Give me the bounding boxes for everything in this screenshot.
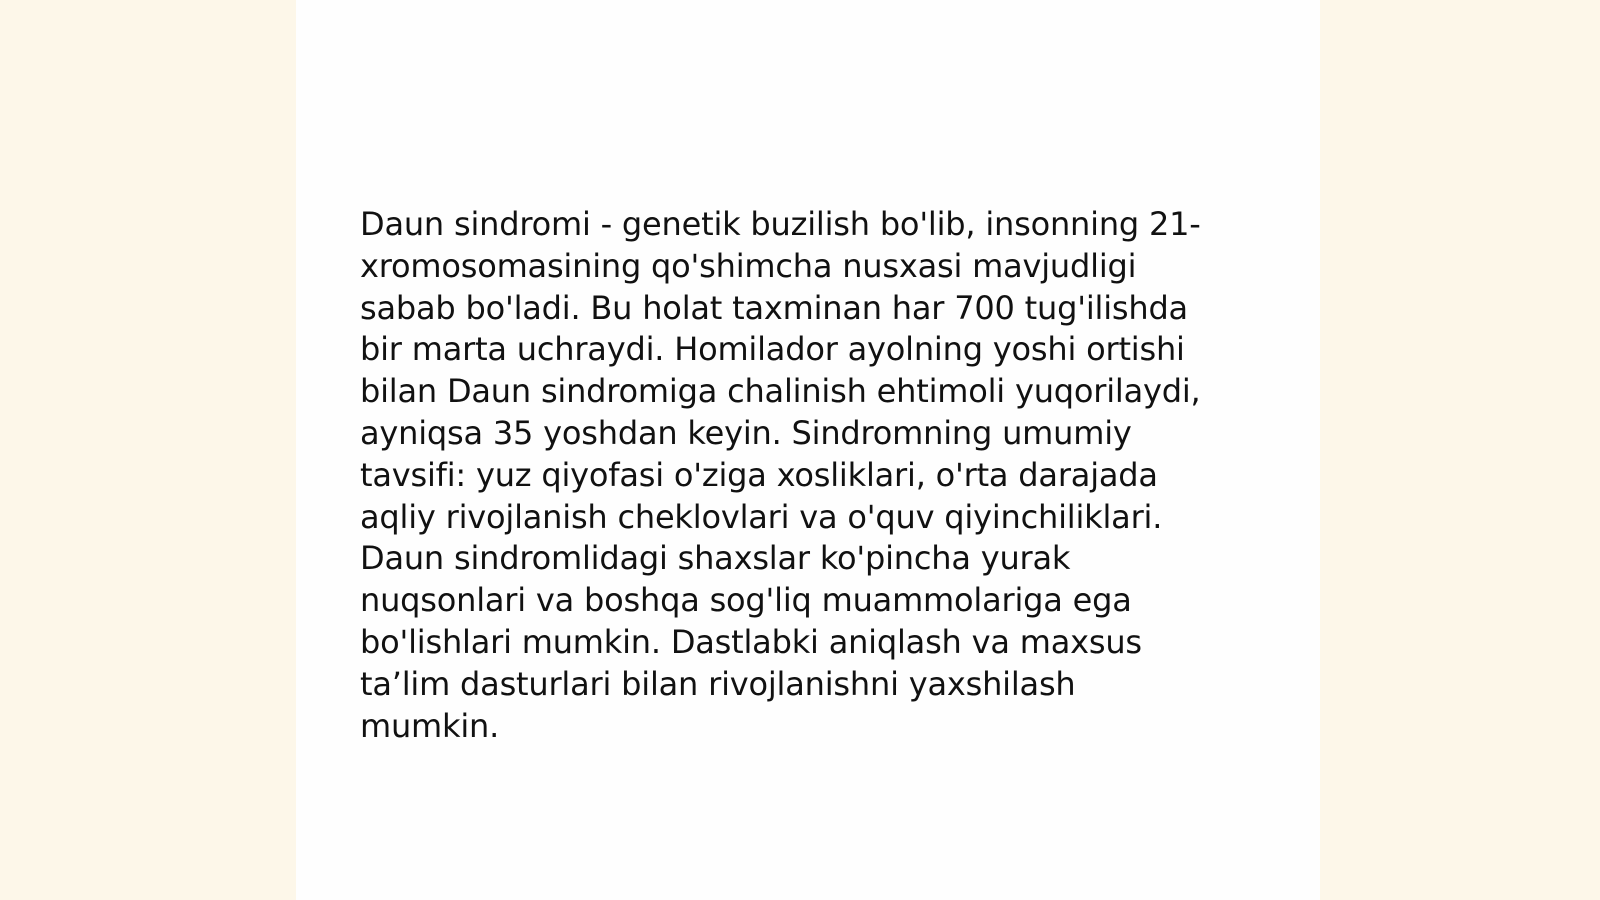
paragraph-line: tavsifi: yuz qiyofasi o'ziga xosliklari, o'rta darajada <box>360 455 1158 494</box>
paragraph-line: ta’lim dasturlari bilan rivojlanishni yaxshilash <box>360 664 1076 703</box>
paragraph-line: Daun sindromlidagi shaxslar ko'pincha yurak <box>360 539 1071 578</box>
body-paragraph <box>360 204 1240 747</box>
paragraph-line: ayniqsa 35 yoshdan keyin. Sindromning umumiy <box>360 413 1132 452</box>
paragraph-line: Daun sindromi - genetik buzilish bo'lib, insonning 21- <box>360 205 1201 243</box>
paragraph-line: mumkin. <box>360 706 500 745</box>
paragraph-line: nuqsonlari va boshqa sog'liq muammolariga ega <box>360 581 1132 620</box>
document-page <box>296 0 1320 900</box>
paragraph-line: bilan Daun sindromiga chalinish ehtimoli yuqorilaydi, <box>360 372 1201 411</box>
paragraph-line: xromosomasining qo'shimcha nusxasi mavjudligi <box>360 246 1137 285</box>
paragraph-line: aqliy rivojlanish cheklovlari va o'quv qiyinchiliklari. <box>360 497 1163 536</box>
paragraph-line: bo'lishlari mumkin. Dastlabki aniqlash va maxsus <box>360 622 1142 661</box>
paragraph-line: sabab bo'ladi. Bu holat taxminan har 700 tug'ilishda <box>360 288 1188 327</box>
paragraph-line: bir marta uchraydi. Homilador ayolning yoshi ortishi <box>360 330 1185 369</box>
